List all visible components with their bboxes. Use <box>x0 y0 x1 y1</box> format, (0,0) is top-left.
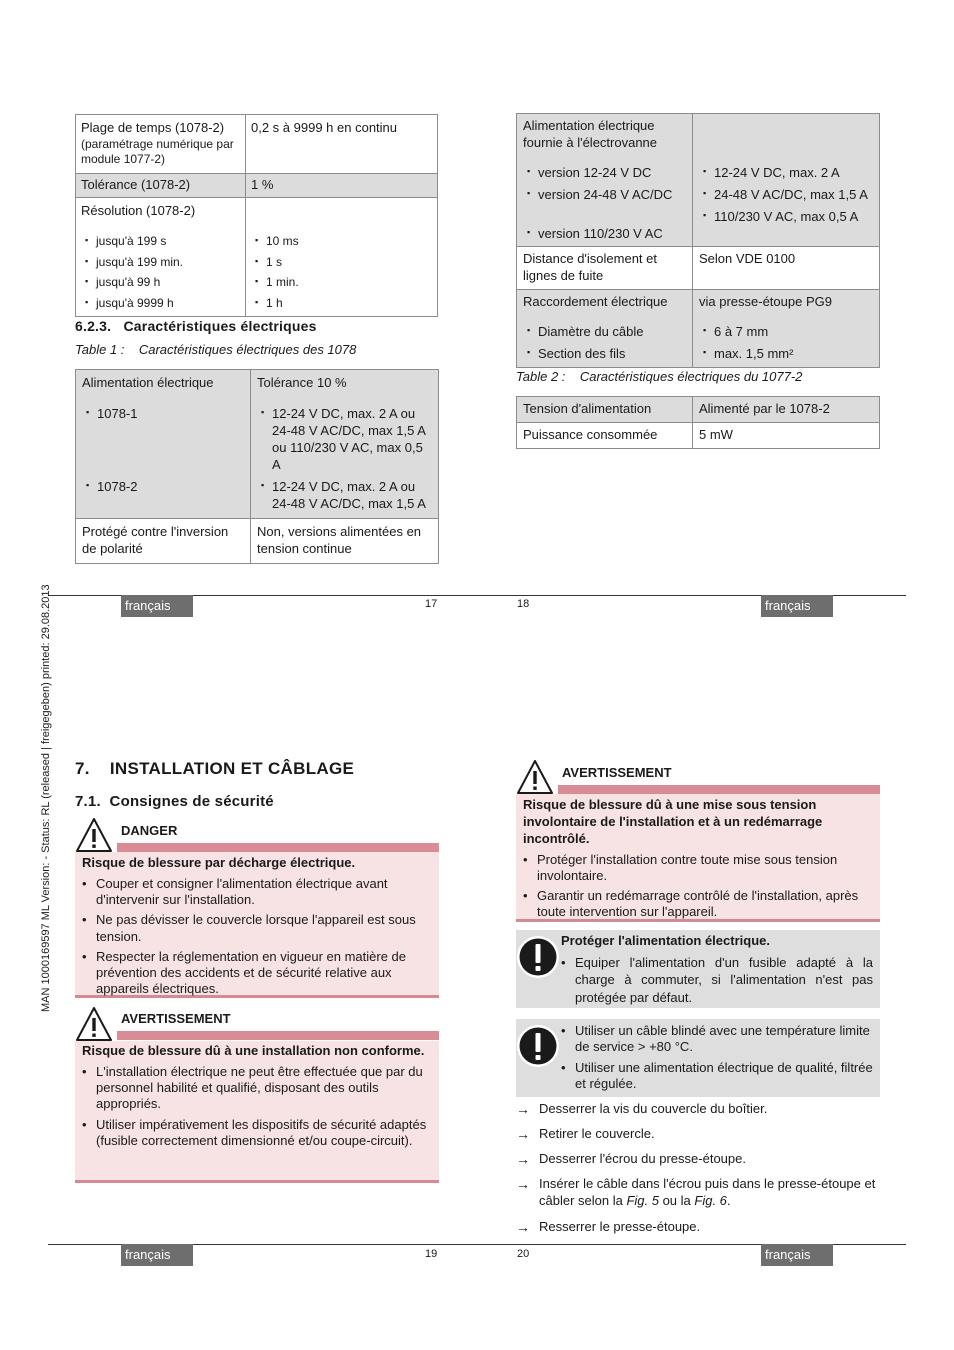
warning-label: AVERTISSEMENT <box>562 765 672 780</box>
table-row: Plage de temps (1078-2) (paramétrage numérique par module 1077-2) 0,2 s à 9999 h en continu <box>76 115 438 174</box>
table-row: Alimentation électrique fournie à l'électrovanne ▪ version 12-24 V DC ▪ version 24-48 V AC/DC ▪ version 110/230 V AC ▪ 12-24 V DC, max. 2 A ▪ 24-48 V AC/DC, max 1,5 A ▪ 110/230 V AC, max 0,5 A <box>517 114 880 247</box>
note-content: Protéger l'alimentation électrique. • Equiper l'alimentation d'un fusible adapté à la charge à commuter, si l'alimentation n'est pas protégée par défaut. <box>561 933 873 1007</box>
step: → Retirer le couvercle. <box>516 1126 876 1143</box>
table-row: Puissance consommée 5 mW <box>517 422 880 448</box>
language-tab: français <box>761 1244 833 1266</box>
list: ▪ 10 ms ▪ 1 s ▪ 1 min. ▪ 1 h <box>251 234 432 311</box>
print-status-sidebar: MAN 1000169597 ML Version: - Status: RL (released | freigegeben) printed: 29.08.2013 <box>40 584 52 1012</box>
list: • Couper et consigner l'alimentation électrique avant d'intervenir sur l'installation. • Ne pas dévisser le couvercle lorsque l'appareil est sous tension. • Respecter la réglementation en vigueur en matière de prévention des accidents et de sécurité relative aux appareils électriques. <box>82 876 430 998</box>
exclamation-circle-icon <box>516 1024 560 1068</box>
table-row: Tension d'alimentation Alimenté par le 1078-2 <box>517 397 880 423</box>
list: ▪ version 12-24 V DC ▪ version 24-48 V AC/DC ▪ version 110/230 V AC <box>523 165 686 243</box>
note-content <box>561 1019 873 1092</box>
table-row: Raccordement électrique ▪ Diamètre du câble ▪ Section des fils via presse-étoupe PG9 ▪ 6 à 7 mm ▪ max. 1,5 mm² <box>517 290 880 368</box>
list: • Protéger l'installation contre toute mise sous tension involontaire. • Garantir un redémarrage contrôlé de l'installation, après toute intervention sur l'appareil. <box>523 852 873 921</box>
page-number: 17 <box>425 598 438 610</box>
list: ▪ Diamètre du câble ▪ Section des fils <box>523 324 686 363</box>
danger-label: DANGER <box>121 823 178 838</box>
warning-bar <box>117 1031 439 1040</box>
page-number: 20 <box>517 1248 530 1260</box>
step: → Desserrer la vis du couvercle du boîtier. <box>516 1101 876 1118</box>
list: ▪ 12-24 V DC, max. 2 A ▪ 24-48 V AC/DC, max 1,5 A ▪ 110/230 V AC, max 0,5 A <box>699 165 873 226</box>
list: ▪ 1078-1 ▪ 1078-2 <box>82 406 244 496</box>
list: ▪ 12-24 V DC, max. 2 A ou 24-48 V AC/DC, max 1,5 A ou 110/230 V AC, max 0,5 A ▪ 12-24 V DC, max. 2 A ou 24-48 V AC/DC, max 1,5 A <box>257 406 432 513</box>
table-row: Distance d'isolement et lignes de fuite Selon VDE 0100 <box>517 247 880 290</box>
procedure-steps <box>516 1101 876 1242</box>
section-heading: 6.2.3. Caractéristiques électriques <box>75 318 317 334</box>
language-tab: français <box>761 595 833 617</box>
p17-table-electrical <box>75 369 439 564</box>
danger-bar <box>117 843 439 852</box>
list: • Utiliser un câble blindé avec une température limite de service > +80 °C. • Utiliser une alimentation électrique de qualité, filtrée et régulée. <box>561 1023 873 1092</box>
p17-table-timing <box>75 114 438 317</box>
list: ▪ 6 à 7 mm ▪ max. 1,5 mm² <box>699 324 873 363</box>
list: • L'installation électrique ne peut être effectuée que par du personnel habilité et qualifié, disposant des outils appropriés. • Utiliser impérativement les dispositifs de sécurité adaptés (fusible correctement dimensionné et/ou coupe-circuit). <box>82 1064 430 1149</box>
language-tab: français <box>121 595 193 617</box>
warning-triangle-icon <box>75 817 113 853</box>
warning-label: AVERTISSEMENT <box>121 1011 231 1026</box>
chapter-heading: 7. INSTALLATION ET CÂBLAGE <box>75 759 355 778</box>
table-caption: Table 1 : Caractéristiques électriques des 1078 <box>75 342 357 357</box>
table-row: Alimentation électrique ▪ 1078-1 ▪ 1078-2 Tolérance 10 % ▪ 12-24 V DC, max. 2 A ou 24-48 V AC/DC, max 1,5 A ou 110/230 V AC, max 0,5 A ▪ 12-24 V DC, max. 2 A ou 24-48 V AC/DC, max 1,5 A <box>76 370 439 519</box>
section-heading: 7.1. Consignes de sécurité <box>75 793 274 810</box>
p18-table-supply <box>516 113 880 368</box>
p18-table-power <box>516 396 880 449</box>
step: → Resserrer le presse-étoupe. <box>516 1219 876 1236</box>
page-number: 18 <box>517 598 530 610</box>
list: • Equiper l'alimentation d'un fusible adapté à la charge à commuter, si l'alimentation n'est pas protégée par défaut. <box>561 954 873 1007</box>
table-row: Résolution (1078-2) ▪ jusqu'à 199 s ▪ jusqu'à 199 min. ▪ jusqu'à 99 h ▪ jusqu'à 9999 h ▪ 10 ms ▪ 1 s ▪ 1 min. ▪ 1 h <box>76 198 438 317</box>
warning-bar <box>558 785 880 794</box>
table-row: Protégé contre l'inversion de polarité Non, versions alimentées en tension continue <box>76 519 439 564</box>
table-row: Tolérance (1078-2) 1 % <box>76 174 438 198</box>
warning-triangle-icon <box>75 1006 113 1042</box>
warning-content: Risque de blessure dû à une mise sous tension involontaire de l'installation et à un redémarrage incontrôlé. • Protéger l'installation contre toute mise sous tension involontaire. • Garantir un redémarrage contrôlé de l'installation, après toute intervention sur l'appareil. <box>523 797 873 921</box>
list: ▪ jusqu'à 199 s ▪ jusqu'à 199 min. ▪ jusqu'à 99 h ▪ jusqu'à 9999 h <box>81 234 240 311</box>
danger-content: Risque de blessure par décharge électrique. • Couper et consigner l'alimentation électrique avant d'intervenir sur l'installation. • Ne pas dévisser le couvercle lorsque l'appareil est sous tension. • Respecter la réglementation en vigueur en matière de prévention des accidents et de sécurité relative aux appareils électriques. <box>82 855 430 998</box>
step: → Desserrer l'écrou du presse-étoupe. <box>516 1151 876 1168</box>
table-caption: Table 2 : Caractéristiques électriques du 1077-2 <box>516 369 803 384</box>
step: → Insérer le câble dans l'écrou puis dans le presse-étoupe et câbler selon la Fig. 5 ou la Fig. 6. <box>516 1176 876 1210</box>
exclamation-circle-icon <box>516 935 560 979</box>
warning-triangle-icon <box>516 759 554 795</box>
warning-content: Risque de blessure dû à une installation non conforme. • L'installation électrique ne peut être effectuée que par du personnel habilité et qualifié, disposant des outils appropriés. • Utiliser impérativement les dispositifs de sécurité adaptés (fusible correctement dimensionné et/ou coupe-circuit). <box>82 1043 430 1149</box>
page-number: 19 <box>425 1248 438 1260</box>
language-tab: français <box>121 1244 193 1266</box>
